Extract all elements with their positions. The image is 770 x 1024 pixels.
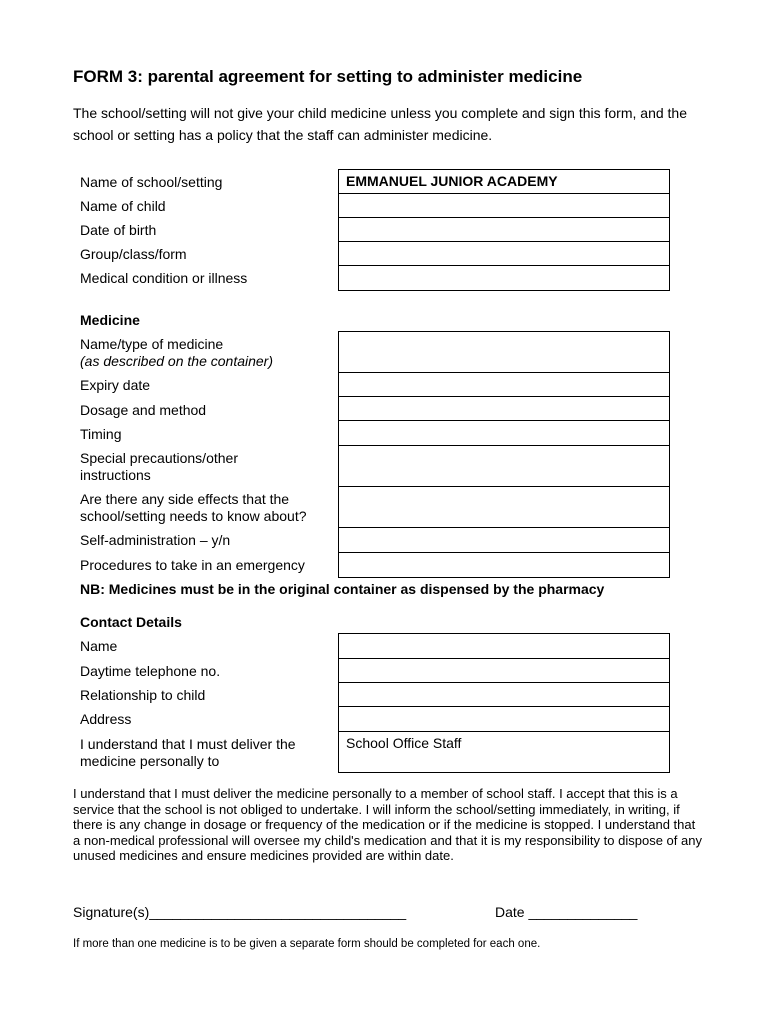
label-expiry-date: Expiry date: [80, 377, 151, 393]
medicine-name-field[interactable]: [338, 331, 670, 373]
label-side-effects: Are there any side effects that the school/setting needs to know about?: [80, 491, 307, 524]
label-medicine-name-note: (as described on the container): [80, 353, 273, 369]
date-of-birth-field[interactable]: [338, 217, 670, 242]
label-self-administration: Self-administration – y/n: [80, 532, 231, 548]
signature-line[interactable]: Signature(s)_________________________________: [73, 904, 407, 920]
contact-heading: Contact Details: [80, 614, 182, 630]
form-title: FORM 3: parental agreement for setting to administer medicine: [73, 67, 583, 86]
declaration-text: I understand that I must deliver the medicine personally to a member of school staff. I accept that this is a service that the school is not obliged to undertake. I will inform the school/setting immediately, in writing, if there is any change in dosage or frequency of the medication or if the medicine is stopped. I understand that a non-medical professional will oversee my child's medication and that it is my responsibility to dispose of any unused medicines and ensure medicines provided are within date.: [73, 786, 702, 863]
school-name-value: EMMANUEL JUNIOR ACADEMY: [346, 173, 558, 189]
label-date-of-birth: Date of birth: [80, 222, 157, 238]
self-administration-field[interactable]: [338, 527, 670, 553]
deliver-to-value: School Office Staff: [346, 735, 462, 751]
dosage-field[interactable]: [338, 396, 670, 421]
nb-note: NB: Medicines must be in the original container as dispensed by the pharmacy: [80, 581, 605, 597]
contact-name-field[interactable]: [338, 633, 670, 659]
label-daytime-phone: Daytime telephone no.: [80, 663, 221, 679]
label-dosage: Dosage and method: [80, 402, 207, 418]
label-child-name: Name of child: [80, 198, 166, 214]
label-medicine-name: Name/type of medicine (as described on the container): [80, 336, 273, 369]
label-special-precautions: Special precautions/other instructions: [80, 450, 238, 483]
label-address: Address: [80, 711, 132, 727]
label-group-class: Group/class/form: [80, 246, 187, 262]
special-precautions-field[interactable]: [338, 445, 670, 487]
footer-note: If more than one medicine is to be given a separate form should be completed for each one.: [73, 938, 541, 950]
label-timing: Timing: [80, 426, 122, 442]
side-effects-field[interactable]: [338, 486, 670, 528]
label-emergency-procedures: Procedures to take in an emergency: [80, 557, 305, 573]
label-deliver-personally: I understand that I must deliver the medicine personally to: [80, 736, 296, 769]
child-name-field[interactable]: [338, 193, 670, 218]
group-class-field[interactable]: [338, 241, 670, 266]
label-school-name: Name of school/setting: [80, 174, 223, 190]
label-medical-condition: Medical condition or illness: [80, 270, 248, 286]
medicine-heading: Medicine: [80, 312, 140, 328]
address-field[interactable]: [338, 706, 670, 732]
date-line[interactable]: Date ______________: [495, 904, 638, 920]
label-contact-name: Name: [80, 638, 118, 654]
school-name-field[interactable]: [338, 169, 670, 194]
expiry-date-field[interactable]: [338, 372, 670, 397]
daytime-phone-field[interactable]: [338, 658, 670, 683]
relationship-field[interactable]: [338, 682, 670, 707]
deliver-to-field[interactable]: [338, 731, 670, 773]
intro-text: The school/setting will not give your child medicine unless you complete and sign this form, and the school or setting has a policy that the staff can administer medicine.: [73, 105, 687, 143]
timing-field[interactable]: [338, 420, 670, 446]
label-relationship: Relationship to child: [80, 687, 206, 703]
medical-condition-field[interactable]: [338, 265, 670, 291]
emergency-procedures-field[interactable]: [338, 552, 670, 578]
